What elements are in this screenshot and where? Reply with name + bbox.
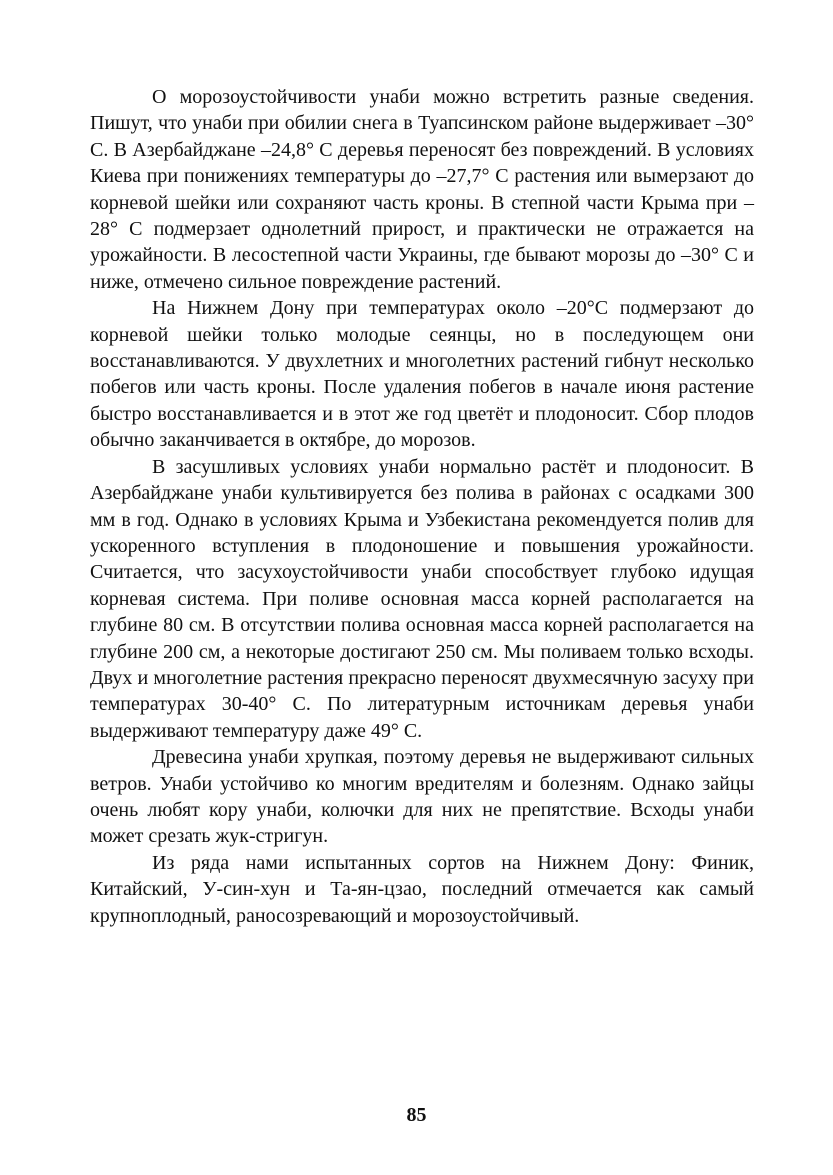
paragraph-varieties: Из ряда нами испытанных сортов на Нижнем Дону: Финик, Китайский, У-син-хун и Та-ян-цзао, последний отмечается как самый крупноплодный, раносозревающий и морозоустойчивый. bbox=[90, 851, 754, 927]
paragraph-drought: В засушливых условиях унаби нормально растёт и плодоносит. В Азербайджане унаби культивируется без полива в районах с осадками 300 мм в год. Однако в условиях Крыма и Узбекистана рекомендуется полив для ускоренного вступления в плодоношение и повышения урожайности. Считается, что засухоустойчивости унаби способствует глубоко идущая корневая система. При поливе основная масса корней располагается на глубине 80 см. В отсутствии полива основная масса корней располагается на глубине 200 см, а некоторые достигают 250 см. Мы поливаем только всходы. Двух и многолетние растения прекрасно переносят двухмесячную засуху при температурах 30-40° С. По литературным источникам деревья унаби выдерживают температуру даже 49° С. bbox=[90, 455, 754, 742]
paragraph-lower-don: На Нижнем Дону при температурах около –20°С подмерзают до корневой шейки только молодые сеянцы, но в последующем они восстанавливаются. У двухлетних и многолетних растений гибнут несколько побегов или часть кроны. После удаления побегов в начале июня растение быстро восстанавливается и в этот же год цветёт и плодоносит. Сбор плодов обычно заканчивается в октябре, до морозов. bbox=[90, 297, 754, 452]
body-text bbox=[90, 84, 754, 929]
page-number: 85 bbox=[406, 1104, 427, 1126]
paragraph-frost-resistance: О морозоустойчивости унаби можно встретить разные сведения. Пишут, что унаби при обилии снега в Туапсинском районе выдерживает –30° С. В Азербайджане –24,8° С деревья переносят без повреждений. В условиях Киева при понижениях температуры до –27,7° С растения или вымерзают до корневой шейки или сохраняют часть кроны. В степной части Крыма при –28° С подмерзает однолетний прирост, и практически не отражается на урожайности. В лесостепной части Украины, где бывают морозы до –30° С и ниже, отмечено сильное повреждение растений. bbox=[90, 86, 754, 293]
paragraph-wood-pests: Древесина унаби хрупкая, поэтому деревья не выдерживают сильных ветров. Унаби устойчиво ко многим вредителям и болезням. Однако зайцы очень любят кору унаби, колючки для них не препятствие. Всходы унаби может срезать жук-стригун. bbox=[90, 746, 754, 848]
